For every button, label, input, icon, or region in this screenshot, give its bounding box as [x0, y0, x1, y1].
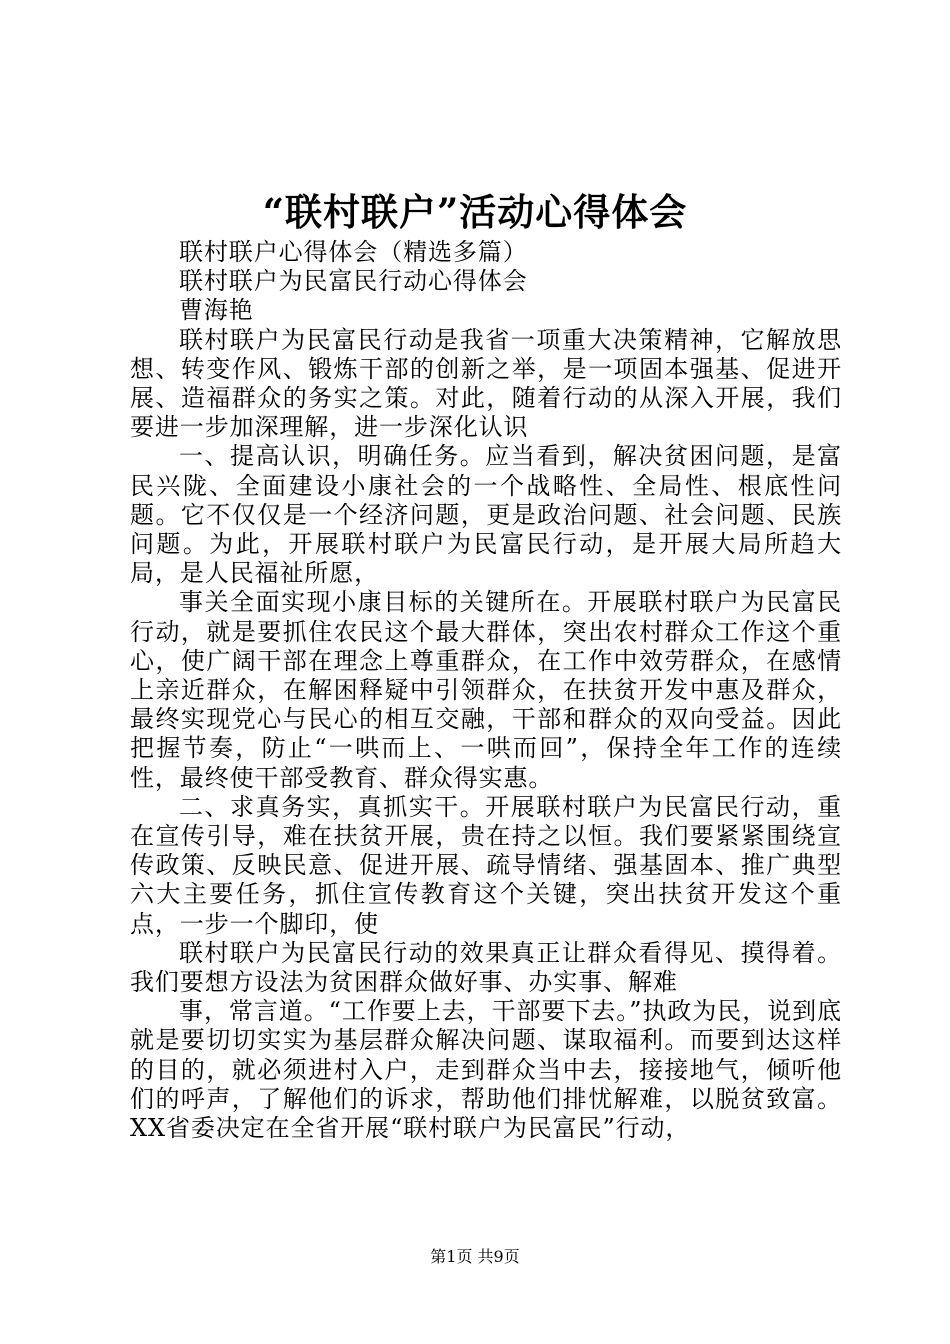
paragraph: 曹海艳: [179, 296, 254, 325]
paragraph: 一、提高认识，明确任务。应当看到，解决贫困问题，是富民兴陇、全面建设小康社会的一个战略性、全局性、根底性问题。它不仅仅是一个经济问题，更是政治问题、社会问题、民族问题。为此，开展联村联户为民富民行动，是开展大局所趋大局，是人民福祉所愿，: [130, 442, 842, 588]
paragraph: 二、求真务实，真抓实干。开展联村联户为民富民行动，重在宣传引导，难在扶贫开展，贵在持之以恒。我们要紧紧围绕宣传政策、反映民意、促进开展、疏导情绪、强基固本、推广典型六大主要任务，抓住宣传教育这个关键，突出扶贫开发这个重点，一步一个脚印，使: [130, 792, 842, 938]
paragraph: 事关全面实现小康目标的关键所在。开展联村联户为民富民行动，就是要抓住农民这个最大群体，突出农村群众工作这个重心，使广阔干部在理念上尊重群众，在工作中效劳群众，在感情上亲近群众，在解困释疑中引领群众，在扶贫开发中惠及群众，最终实现党心与民心的相互交融，干部和群众的双向受益。因此把握节奏，防止“一哄而上、一哄而回”，保持全年工作的连续性，最终使干部受教育、群众得实惠。: [130, 588, 842, 792]
document-body: [130, 238, 842, 1143]
paragraph: 联村联户为民富民行动是我省一项重大决策精神，它解放思想、转变作风、锻炼干部的创新之举，是一项固本强基、促进开展、造福群众的务实之策。对此，随着行动的从深入开展，我们要进一步加深理解，进一步深化认识: [130, 325, 842, 442]
document-title: “联村联户”活动心得体会: [262, 190, 688, 234]
paragraph: 联村联户为民富民行动的效果真正让群众看得见、摸得着。我们要想方设法为贫困群众做好事、办实事、解难: [130, 938, 842, 997]
paragraph: 联村联户为民富民行动心得体会: [179, 267, 528, 296]
page-footer: 第1页 共9页: [430, 1247, 520, 1266]
paragraph: 联村联户心得体会（精选多篇）: [179, 238, 528, 266]
paragraph: 事，常言道。“工作要上去，干部要下去。”执政为民，说到底就是要切切实实为基层群众解决问题、谋取福利。而要到达这样的目的，就必须进村入户，走到群众当中去，接接地气，倾听他们的呼声，了解他们的诉求，帮助他们排忧解难，以脱贫致富。XX省委决定在全省开展“联村联户为民富民”行动，: [130, 997, 842, 1143]
